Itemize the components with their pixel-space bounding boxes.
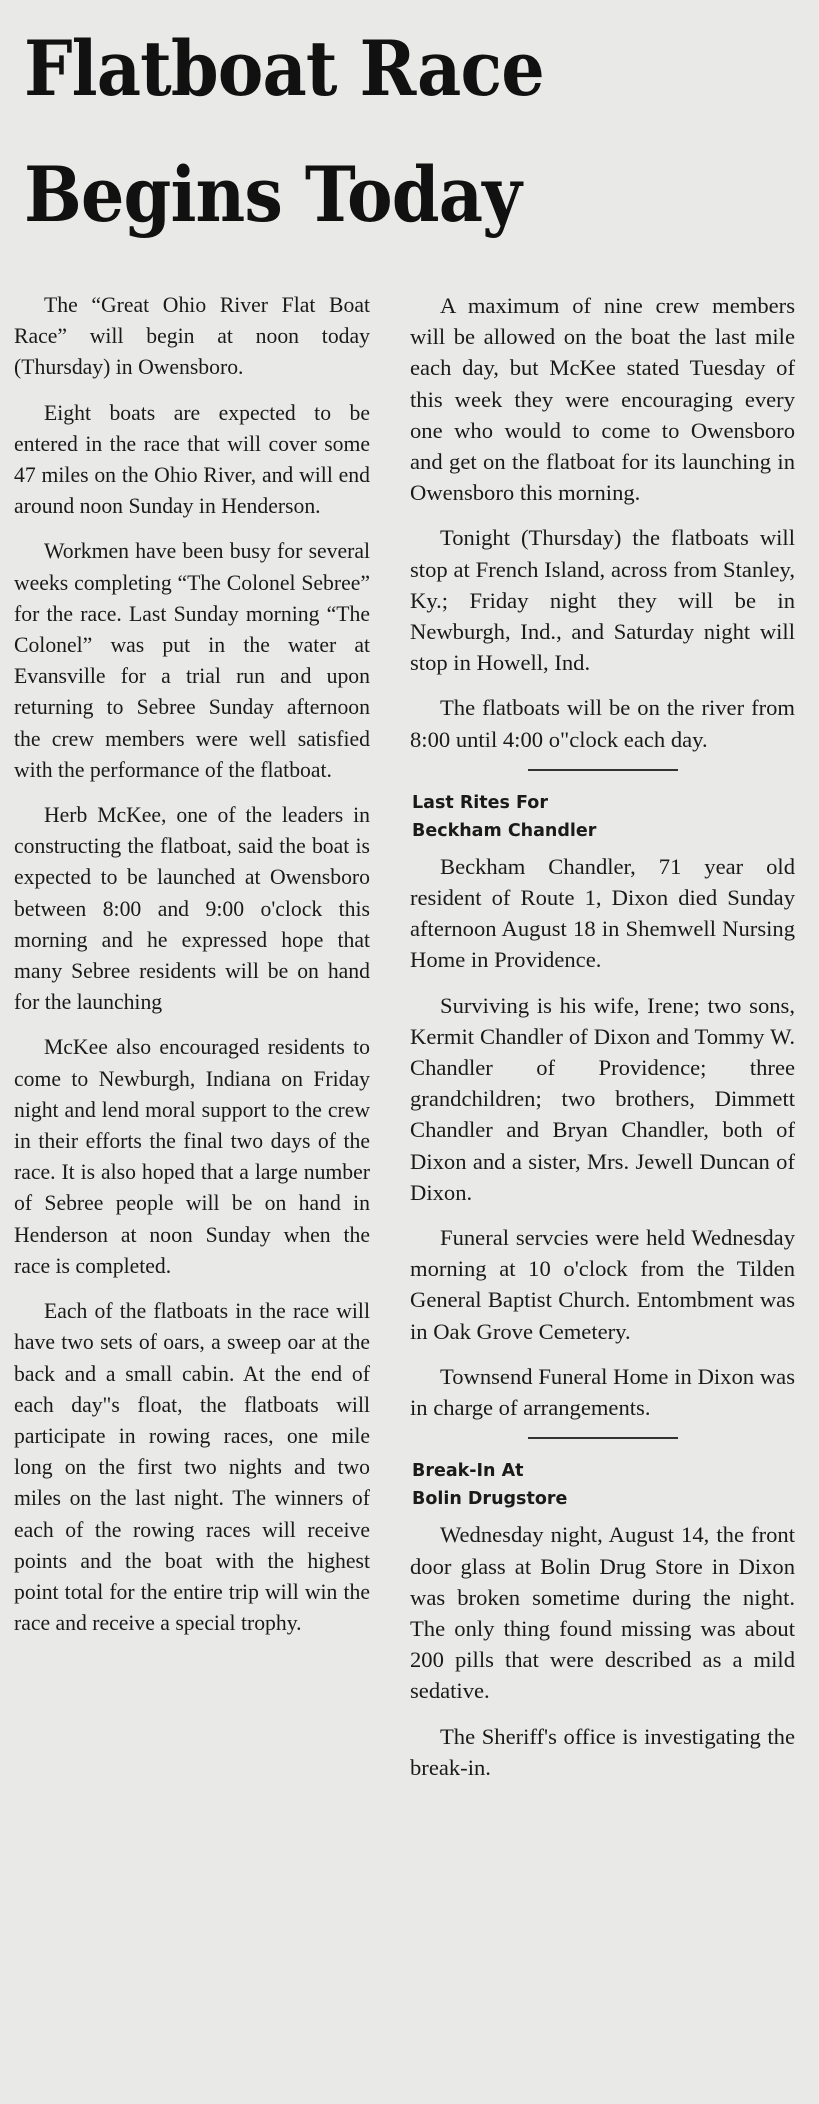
article-paragraph: Workmen have been busy for several weeks completing “The Colonel Sebree” for the race. Last Sunday morning “The Colonel” was put in the water at Evansville for a trial run and upon returning to Sebree Sunday afternoon the crew members were well satisfied with the performance of the flatboat. [14, 539, 370, 782]
break-in-paragraph: Wednesday night, August 14, the front door glass at Bolin Drug Store in Dixon was broken sometime during the night. The only thing found missing was about 200 pills that were described as a mild sedative. [410, 1522, 795, 1704]
headline [24, 6, 726, 258]
obituary-paragraph: Beckham Chandler, 71 year old resident of Route 1, Dixon died Sunday afternoon August 18 in Shemwell Nursing Home in Providence. [410, 853, 795, 973]
article-paragraph: McKee also encouraged residents to come to Newburgh, Indiana on Friday night and lend moral support to the crew in their efforts the final two days of the race. It is also hoped that a large number of Sebree people will be on hand in Henderson at noon Sunday when the race is completed. [14, 1035, 370, 1278]
headline-line-1: Flatboat Race [24, 24, 544, 113]
obituary-headline-line-1: Last Rites For [412, 792, 548, 813]
article-paragraph: A maximum of nine crew members will be allowed on the boat the last mile each day, but McKee stated Tuesday of this week they were encouraging every one who would to come to Owensboro and get on the flatboat for its launching in Owensboro this morning. [410, 293, 795, 506]
break-in-paragraph: The Sheriff's office is investigating the break-in. [410, 1723, 795, 1780]
article-paragraph: Herb McKee, one of the leaders in constructing the flatboat, said the boat is expected to be launched at Owensboro between 8:00 and 9:00 o'clock this morning and he expressed hope that many Sebree residents will be on hand for the launching [14, 803, 370, 1015]
section-divider [528, 1437, 678, 1439]
headline-line-2: Begins Today [24, 150, 521, 239]
break-in-headline-line-2: Bolin Drugstore [412, 1489, 568, 1510]
article-paragraph: Tonight (Thursday) the flatboats will stop at French Island, across from Stanley, Ky.; Friday night they will be in Newburgh, Ind., and Saturday night will stop in Howell, Ind. [410, 525, 795, 676]
section-divider [528, 769, 678, 771]
obituary-paragraph: Funeral servcies were held Wednesday morning at 10 o'clock from the Tilden General Baptist Church. Entombment was in Oak Grove Cemetery. [410, 1225, 795, 1344]
article-paragraph: The flatboats will be on the river from 8:00 until 4:00 o"clock each day. [410, 695, 795, 752]
break-in-headline-line-1: Break-In At [412, 1461, 524, 1482]
left-column [14, 290, 370, 1653]
article-paragraph: The “Great Ohio River Flat Boat Race” will begin at noon today (Thursday) in Owensboro. [14, 293, 370, 380]
obituary-headline-line-2: Beckham Chandler [412, 820, 597, 841]
right-column [410, 290, 795, 1797]
article-paragraph: Each of the flatboats in the race will have two sets of oars, a sweep oar at the back and a small cabin. At the end of each day"s float, the flatboats will participate in rowing races, one mile long on the first two nights and two miles on the last night. The winners of each of the rowing races will receive points and the boat with the highest point total for the entire trip will win the race and receive a special trophy. [14, 1299, 370, 1636]
article-paragraph: Eight boats are expected to be entered in the race that will cover some 47 miles on the Ohio River, and will end around noon Sunday in Henderson. [14, 400, 370, 519]
obituary-paragraph: Surviving is his wife, Irene; two sons, Kermit Chandler of Dixon and Tommy W. Chandler of Providence; three grandchildren; two brothers, Dimmett Chandler and Bryan Chandler, both of Dixon and a sister, Mrs. Jewell Duncan of Dixon. [410, 992, 795, 1205]
obituary-headline [412, 789, 795, 845]
break-in-headline [412, 1457, 795, 1513]
obituary-paragraph: Townsend Funeral Home in Dixon was in charge of arrangements. [410, 1363, 795, 1421]
